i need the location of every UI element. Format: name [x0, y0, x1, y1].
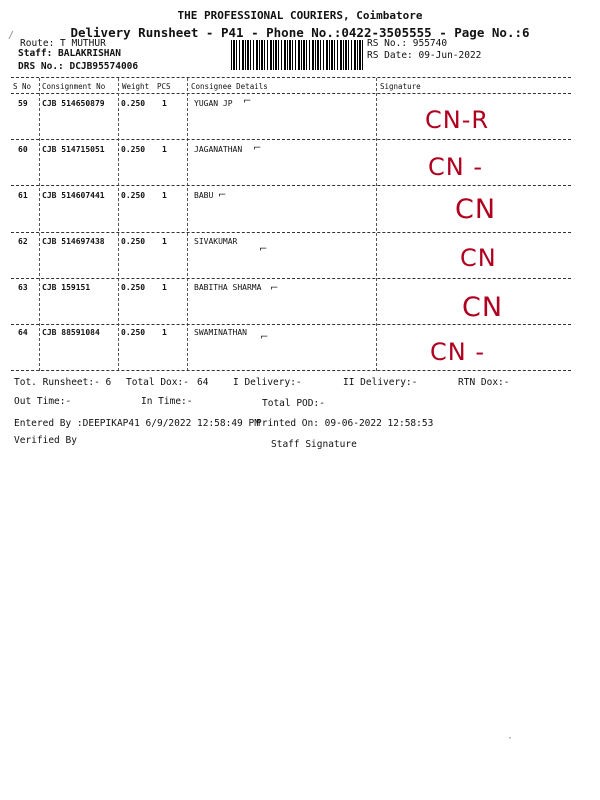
handwritten-signature: CN -: [428, 153, 483, 181]
handwritten-signature: CN: [455, 194, 497, 225]
printed-on: Printed On: 09-06-2022 12:58:53: [256, 418, 434, 429]
staff-signature: Staff Signature: [271, 439, 357, 450]
row-sno: 63: [18, 283, 28, 292]
row-sno: 61: [18, 191, 28, 200]
handwritten-signature: CN: [460, 244, 497, 272]
row-consignment: CJB 159151: [42, 283, 91, 292]
total-dox-label: Total Dox:-: [126, 377, 189, 388]
scan-mark: /: [8, 30, 15, 41]
row-separator: [11, 232, 571, 233]
out-time: Out Time:-: [14, 396, 72, 407]
rs-date: RS Date: 09-Jun-2022: [367, 50, 482, 61]
in-time: In Time:-: [141, 396, 193, 407]
row-weight: 0.250: [121, 283, 146, 292]
row-weight: 0.250: [121, 99, 146, 108]
col-header-sno: S No: [13, 82, 32, 91]
col-divider: [376, 78, 377, 371]
row-consignee: JAGANATHAN: [194, 145, 243, 154]
row-separator: [11, 139, 571, 140]
col-divider: [39, 78, 40, 371]
row-pcs: 1: [162, 145, 167, 154]
row-sno: 60: [18, 145, 28, 154]
tick-mark: ⌐: [253, 143, 262, 154]
row-sno: 59: [18, 99, 28, 108]
company-title: THE PROFESSIONAL COURIERS, Coimbatore: [177, 9, 423, 22]
total-pod: Total POD:-: [262, 398, 325, 409]
col-header-weight: Weight: [122, 82, 150, 91]
rs-number: RS No.: 955740: [367, 38, 448, 49]
route-label: Route: T MUTHUR: [20, 38, 106, 49]
barcode-image: [231, 40, 365, 70]
staff-label: Staff: BALAKRISHAN: [18, 48, 121, 59]
table-header-rule: [11, 93, 571, 94]
row-weight: 0.250: [121, 328, 146, 337]
row-separator: [11, 185, 571, 186]
row-pcs: 1: [162, 328, 167, 337]
col-divider: [118, 78, 119, 371]
i-delivery: I Delivery:-: [233, 377, 302, 388]
handwritten-signature: CN-R: [425, 106, 490, 134]
col-divider: [187, 78, 188, 371]
row-consignment: CJB 88591084: [42, 328, 100, 337]
tick-mark: ⌐: [243, 96, 252, 107]
row-consignee: BABITHA SHARMA: [194, 283, 262, 292]
row-weight: 0.250: [121, 237, 146, 246]
row-consignee: BABU: [194, 191, 214, 200]
row-sno: 64: [18, 328, 28, 337]
entered-by: Entered By :DEEPIKAP41 6/9/2022 12:58:49 PM: [14, 418, 260, 429]
row-pcs: 1: [162, 283, 167, 292]
col-header-signature: Signature: [380, 82, 421, 91]
tick-mark: ⌐: [260, 332, 269, 343]
row-weight: 0.250: [121, 191, 146, 200]
tick-mark: ⌐: [259, 244, 268, 255]
row-consignment: CJB 514650879: [42, 99, 105, 108]
tot-runsheet: Tot. Runsheet:- 6: [14, 377, 112, 388]
scan-mark: ·: [507, 733, 514, 744]
row-consignment: CJB 514697438: [42, 237, 105, 246]
row-consignment: CJB 514607441: [42, 191, 105, 200]
table-top-rule: [11, 77, 571, 78]
col-header-pcs: PCS: [157, 82, 171, 91]
tick-mark: ⌐: [270, 283, 279, 294]
handwritten-signature: CN: [462, 292, 504, 323]
row-consignee: SIVAKUMAR: [194, 237, 238, 246]
col-header-consignment: Consignment No: [42, 82, 106, 91]
row-consignee: YUGAN JP: [194, 99, 233, 108]
verified-by: Verified By: [14, 435, 77, 446]
row-separator: [11, 324, 571, 325]
row-pcs: 1: [162, 99, 167, 108]
row-separator: [11, 278, 571, 279]
drs-number: DRS No.: DCJB95574006: [18, 61, 139, 72]
total-dox-value: 64: [197, 377, 209, 388]
ii-delivery: II Delivery:-: [343, 377, 418, 388]
runsheet-title: Delivery Runsheet - P41 - Phone No.:0422-3505555 - Page No.:6: [70, 25, 530, 40]
row-pcs: 1: [162, 191, 167, 200]
row-sno: 62: [18, 237, 28, 246]
handwritten-signature: CN -: [430, 338, 485, 366]
row-consignee: SWAMINATHAN: [194, 328, 247, 337]
row-weight: 0.250: [121, 145, 146, 154]
row-consignment: CJB 514715051: [42, 145, 105, 154]
tick-mark: ⌐: [218, 190, 227, 201]
rtn-dox: RTN Dox:-: [458, 377, 510, 388]
table-bottom-rule: [11, 370, 571, 371]
row-pcs: 1: [162, 237, 167, 246]
col-header-consignee: Consignee Details: [191, 82, 268, 91]
